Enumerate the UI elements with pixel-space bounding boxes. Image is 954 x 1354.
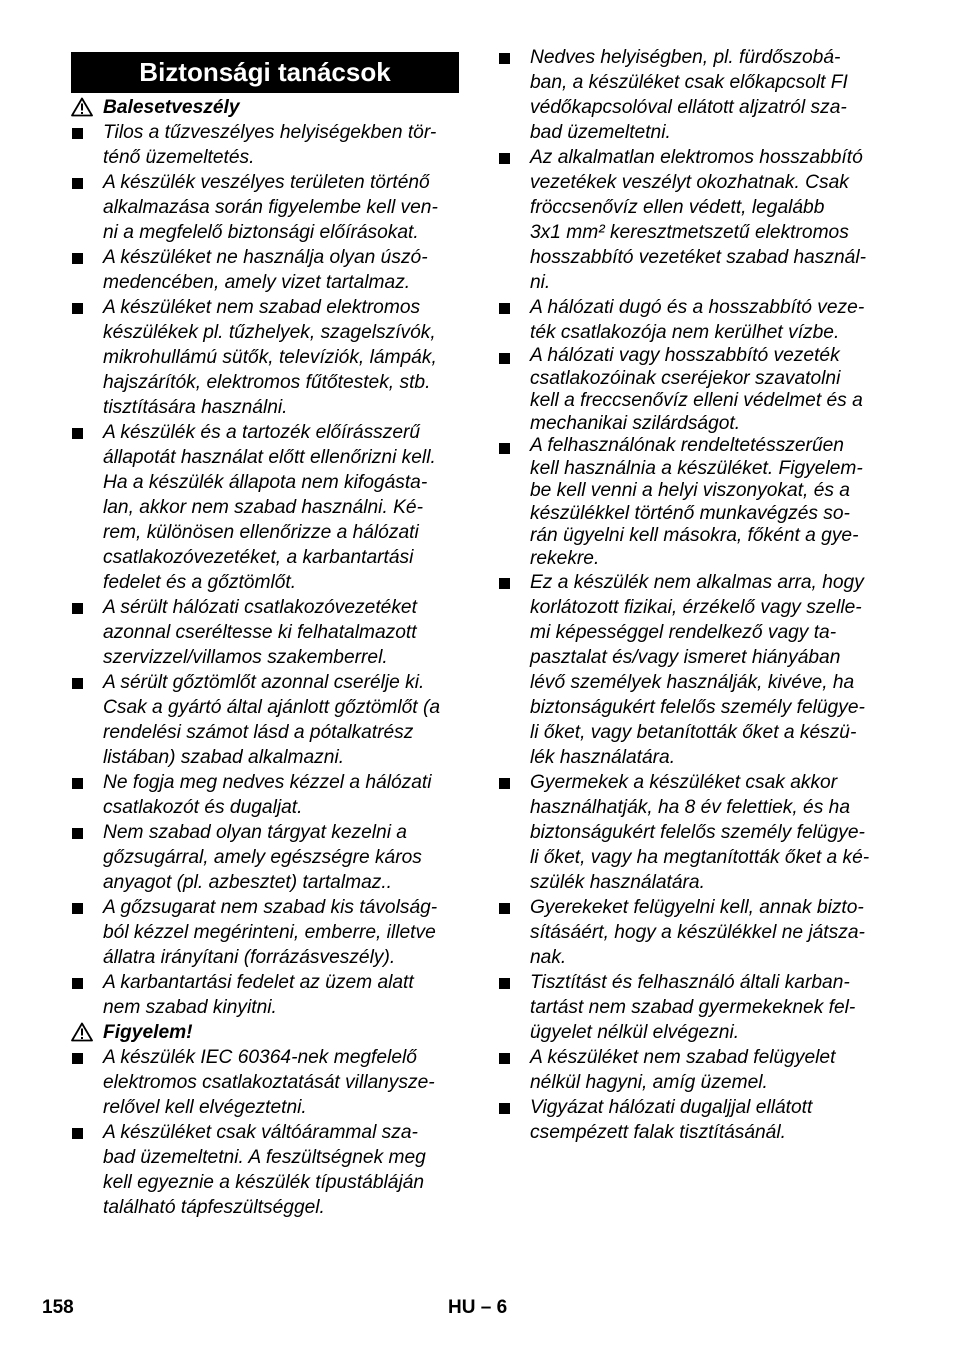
bullet-square-icon	[499, 153, 510, 164]
warning-heading-balesetveszely: Balesetveszély	[71, 95, 459, 120]
warning-heading-figyelem: Figyelem!	[71, 1020, 459, 1045]
list-item: A készülék veszélyes területen történő alkalmazása során figyelembe kell ven- ni a megfelelő biztonsági előírásokat.	[71, 170, 459, 245]
list-item: Az alkalmatlan elektromos hosszabbító vezetékek veszélyt okozhatnak. Csak fröccsenővíz ellen védett, legalább 3x1 mm² keresztmetszetű elektromos hosszabbító vezetéket szabad használ- ni.	[498, 145, 886, 295]
list-item: A készüléket nem szabad elektromos készülékek pl. tűzhelyek, szagelszívók, mikrohullámú sütők, televíziók, lámpák, hajszárítók, elektromos fűtőtestek, stb. tisztítására használni.	[71, 295, 459, 420]
list-item: Gyermekek a készüléket csak akkor használhatják, ha 8 év felettiek, és ha biztonságukért felelős személy felügye- li őket, vagy ha megtanították őket a ké- szülék használatára.	[498, 770, 886, 895]
list-item: Ez a készülék nem alkalmas arra, hogy korlátozott fizikai, érzékelő vagy szelle- mi képességgel rendelkező vagy ta- pasztalat és/vagy ismeret hiányában lévő személyek használják, kivéve, ha biztonságukért felelős személy felügye- li őket, vagy betanították őket a készü- lék használatára.	[498, 570, 886, 770]
bullet-square-icon	[72, 778, 83, 789]
list-item: A hálózati dugó és a hosszabbító veze- ték csatlakozója nem kerülhet vízbe.	[498, 295, 886, 345]
list-item: A készüléket ne használja olyan úszó- medencében, amely vizet tartalmaz.	[71, 245, 459, 295]
bullet-square-icon	[499, 903, 510, 914]
list-item: A karbantartási fedelet az üzem alatt nem szabad kinyitni.	[71, 970, 459, 1020]
warning-block-danger	[71, 95, 459, 1220]
bullet-square-icon	[499, 978, 510, 989]
list-item: A készülék IEC 60364-nek megfelelő elektromos csatlakoztatását villanysze- relővel kell elvégeztetni.	[71, 1045, 459, 1120]
list-item: A gőzsugarat nem szabad kis távolság- ból kézzel megérinteni, emberre, illetve állatra irányítani (forrázásveszély).	[71, 895, 459, 970]
bullet-square-icon	[72, 428, 83, 439]
list-item: Nedves helyiségben, pl. fürdőszobá- ban, a készüléket csak előkapcsolt FI védőkapcsolóval ellátott aljzatról sza- bad üzemeltetni.	[498, 45, 886, 145]
bullet-square-icon	[499, 778, 510, 789]
list-item: A készülék és a tartozék előírásszerű állapotát használat előtt ellenőrizni kell. Ha a készülék állapota nem kifogásta- lan, akkor nem szabad használni. Ké- rem, különösen ellenőrizze a hálózati csatlakozóvezetéket, a karbantartási fedelet és a gőztömlőt.	[71, 420, 459, 595]
bullet-square-icon	[72, 828, 83, 839]
bullet-square-icon	[72, 128, 83, 139]
page-title: Biztonsági tanácsok	[71, 52, 459, 93]
list-item: A készüléket csak váltóárammal sza- bad üzemeltetni. A feszültségnek meg kell egyeznie a készülék típustábláján található tápfeszültséggel.	[71, 1120, 459, 1220]
list-item: A sérült gőztömlőt azonnal cserélje ki. Csak a gyártó által ajánlott gőztömlőt (a rendelési számot lásd a pótalkatrész listában) szabad alkalmazni.	[71, 670, 459, 770]
list-item: Vigyázat hálózati dugaljjal ellátott csempézett falak tisztításánál.	[498, 1095, 886, 1145]
list-item: A felhasználónak rendeltetésszerűen kell használnia a készüléket. Figyelem- be kell venni a helyi viszonyokat, és a készülékkel történő munkavégzés so- rán ügyelni kell másokra, főként a gye- rekekre.	[498, 435, 886, 570]
list-item: A készüléket nem szabad felügyelet nélkül hagyni, amíg üzemel.	[498, 1045, 886, 1095]
bullet-square-icon	[499, 303, 510, 314]
bullet-square-icon	[72, 978, 83, 989]
list-item: Tisztítást és felhasználó általi karban- tartást nem szabad gyermekeknek fel- ügyelet nélkül elvégezni.	[498, 970, 886, 1045]
page-number: 158	[42, 1297, 74, 1318]
bullet-square-icon	[72, 678, 83, 689]
bullet-square-icon	[499, 53, 510, 64]
bullet-square-icon	[499, 1103, 510, 1114]
bullet-square-icon	[499, 443, 510, 454]
safety-list-continued	[498, 45, 886, 1145]
bullet-square-icon	[499, 1053, 510, 1064]
list-item: A sérült hálózati csatlakozóvezetéket azonnal cseréltesse ki felhatalmazott szervizzel/villamos szakemberrel.	[71, 595, 459, 670]
list-item: Ne fogja meg nedves kézzel a hálózati csatlakozót és dugaljat.	[71, 770, 459, 820]
bullet-square-icon	[72, 1128, 83, 1139]
list-item: Gyerekeket felügyelni kell, annak bizto- sításáért, hogy a készülékkel ne játsza- nak.	[498, 895, 886, 970]
bullet-square-icon	[72, 603, 83, 614]
bullet-square-icon	[499, 578, 510, 589]
page-section-label: HU – 6	[448, 1297, 508, 1318]
bullet-square-icon	[72, 1053, 83, 1064]
bullet-square-icon	[499, 353, 510, 364]
list-item: Nem szabad olyan tárgyat kezelni a gőzsugárral, amely egészségre káros anyagot (pl. azbesztet) tartalmaz..	[71, 820, 459, 895]
bullet-square-icon	[72, 178, 83, 189]
list-item: Tilos a tűzveszélyes helyiségekben tör- ténő üzemeltetés.	[71, 120, 459, 170]
list-item: A hálózati vagy hosszabbító vezeték csatlakozóinak cseréjekor szavatolni kell a freccsenővíz elleni védelmet és a mechanikai szilárdságot.	[498, 345, 886, 435]
warning-triangle-icon	[71, 97, 93, 117]
warning-triangle-icon	[71, 1022, 93, 1042]
bullet-square-icon	[72, 903, 83, 914]
bullet-square-icon	[72, 303, 83, 314]
bullet-square-icon	[72, 253, 83, 264]
